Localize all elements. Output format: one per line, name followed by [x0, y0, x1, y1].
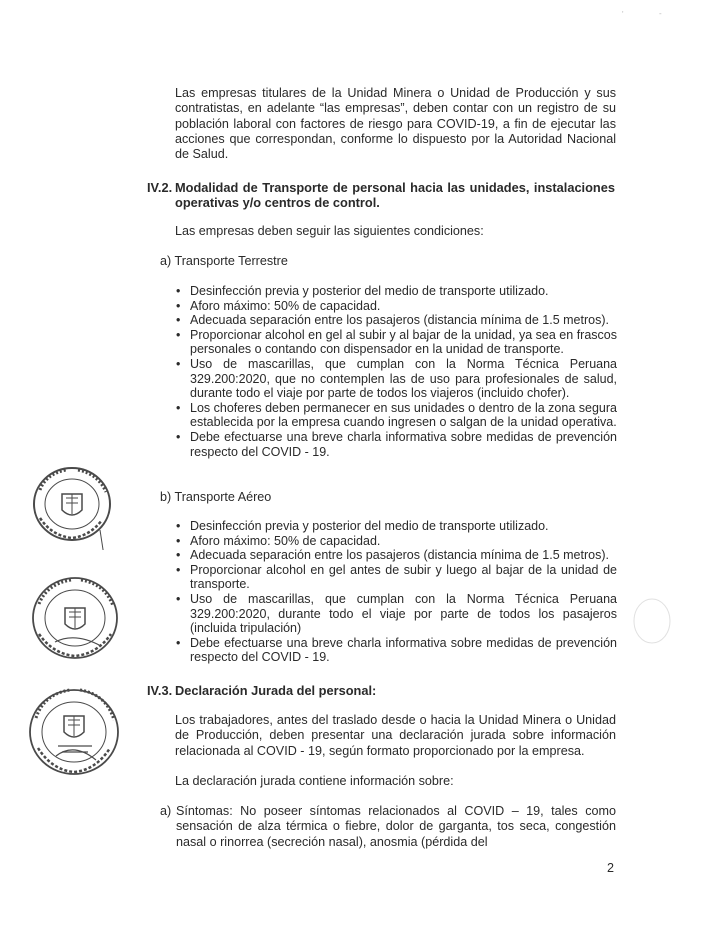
official-seal-icon	[26, 460, 122, 550]
section-heading: Declaración Jurada del personal:	[175, 683, 377, 698]
section-paragraph: Los trabajadores, antes del traslado desde o hacia la Unidad Minera o Unidad de Producción, deben presentar una declaración jurada sobre información relacionada al COVID - 19, según formato proporcionado por la empresa.	[175, 713, 616, 758]
list-item: • Proporcionar alcohol en gel al subir y al bajar de la unidad, ya sea en frascos personales o contando con dispensador en la unidad de transporte.	[176, 328, 617, 357]
scan-mark: '	[622, 10, 624, 19]
list-item: • Adecuada separación entre los pasajeros (distancia mínima de 1.5 metros).	[176, 548, 617, 563]
official-seal-icon	[22, 682, 126, 782]
section-number: IV.3.	[147, 683, 173, 698]
list-item: • Desinfección previa y posterior del medio de transporte utilizado.	[176, 284, 617, 299]
intro-paragraph: Las empresas titulares de la Unidad Minera o Unidad de Producción y sus contratistas, en adelante “las empresas”, deben contar con un registro de su población laboral con factores de riesgo para COVID-19, a fin de ejecutar las acciones que correspondan, conforme lo dispuesto por la Autoridad Nacional de Salud.	[175, 86, 616, 162]
list-item: • Los choferes deben permanecer en sus unidades o dentro de la zona segura establecida por la empresa cuando ingresen o salgan de la unidad operativa.	[176, 401, 617, 430]
section-heading: Modalidad de Transporte de personal hacia las unidades, instalaciones operativas y/o centros de control.	[175, 180, 615, 211]
list-item: • Uso de mascarillas, que cumplan con la Norma Técnica Peruana 329.200:2020, que no contemplen las de uso para profesionales de salud, durante todo el viaje por parte de todos los viajeros (incluido chofer).	[176, 357, 617, 401]
official-seal-icon	[25, 572, 125, 664]
page-number: 2	[607, 861, 615, 875]
list-item: • Uso de mascarillas, que cumplan con la Norma Técnica Peruana 329.200:2020, durante todo el viaje por parte de todos los pasajeros (incluida tripulación)	[176, 592, 617, 636]
list-item: • Aforo máximo: 50% de capacidad.	[176, 299, 617, 314]
faint-seal-icon	[628, 596, 672, 646]
aereo-bullet-list	[176, 519, 617, 665]
terrestre-bullet-list	[176, 284, 617, 459]
list-item: • Adecuada separación entre los pasajeros (distancia mínima de 1.5 metros).	[176, 313, 617, 328]
list-item: • Proporcionar alcohol en gel antes de subir y luego al bajar de la unidad de transporte.	[176, 563, 617, 592]
section-lead: Las empresas deben seguir las siguientes condiciones:	[175, 224, 484, 238]
list-item: • Debe efectuarse una breve charla informativa sobre medidas de prevención respecto del COVID - 19.	[176, 430, 617, 459]
list-item: • Desinfección previa y posterior del medio de transporte utilizado.	[176, 519, 617, 534]
item-text: Síntomas: No poseer síntomas relacionados al COVID – 19, tales como sensación de alza térmica o fiebre, dolor de garganta, tos seca, congestión nasal o rinorrea (secreción nasal), anosmia (pérdida del	[176, 804, 616, 849]
item-label: a)	[160, 804, 172, 818]
section-number: IV.2.	[147, 180, 173, 195]
subsection-label: b) Transporte Aéreo	[160, 490, 272, 504]
scan-mark: -	[659, 9, 662, 18]
section-lead: La declaración jurada contiene información sobre:	[175, 774, 454, 788]
list-item: • Debe efectuarse una breve charla informativa sobre medidas de prevención respecto del COVID - 19.	[176, 636, 617, 665]
list-item: • Aforo máximo: 50% de capacidad.	[176, 534, 617, 549]
subsection-label: a) Transporte Terrestre	[160, 254, 288, 268]
